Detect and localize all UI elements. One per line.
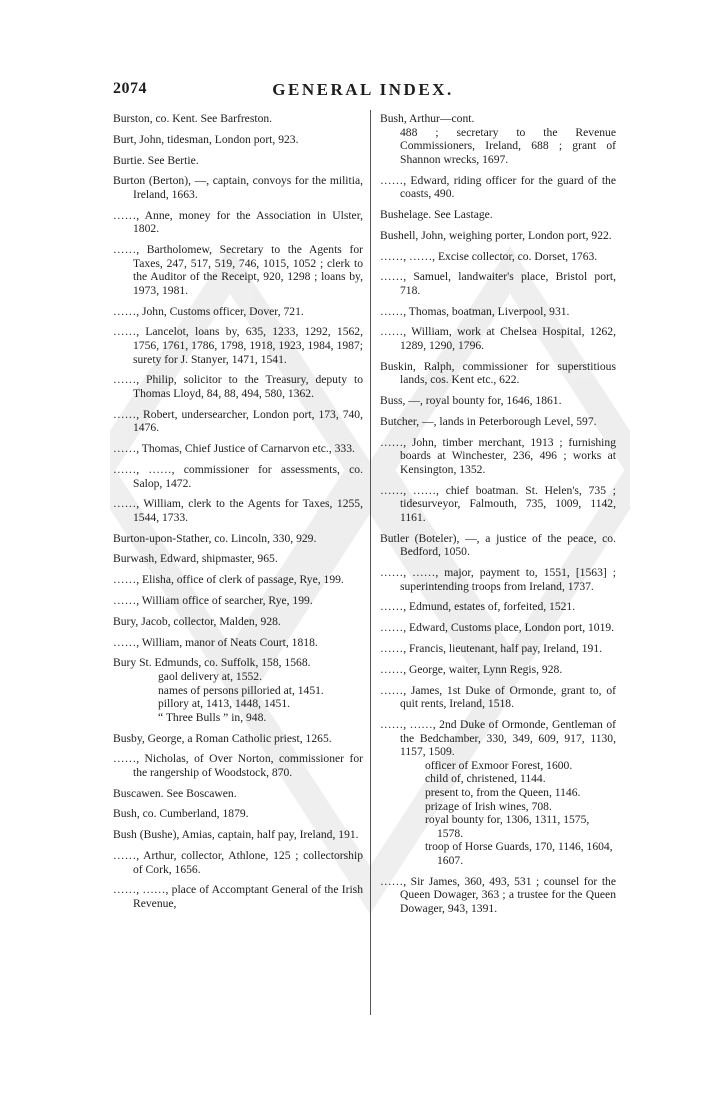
right-column [380, 112, 616, 915]
index-subentry: gaol delivery at, 1552. [158, 669, 262, 683]
index-entry: Burt, John, tidesman, London port, 923. [113, 132, 299, 146]
index-subentry: officer of Exmoor Forest, 1600. [425, 758, 573, 772]
index-entry: ……, Thomas, boatman, Liverpool, 931. [380, 304, 570, 318]
page-header [113, 80, 613, 104]
index-subentry: “ Three Bulls ” in, 948. [158, 710, 267, 724]
index-entry: ……, Edmund, estates of, forfeited, 1521. [380, 600, 576, 614]
index-entry: Bush, co. Cumberland, 1879. [113, 807, 249, 821]
index-entry: Bushelage. See Lastage. [380, 207, 493, 221]
index-entry: ……, ……, chief boatman. St. Helen's, 735 ; tidesurveyor, Falmouth, 735, 1009, 1142, 1161. [380, 483, 616, 524]
index-entry: ……, ……, 2nd Duke of Ormonde, Gentleman of the Bedchamber, 330, 349, 609, 917, 1130, 1157, 1509. [380, 717, 616, 759]
index-entry: ……, Thomas, Chief Justice of Carnarvon etc., 333. [113, 442, 355, 456]
index-entry: ……, Sir James, 360, 493, 531 ; counsel for the Queen Dowager, 363 ; a trustee for the Queen Dowager, 943, 1391. [380, 874, 616, 915]
index-entry: ……, William, manor of Neats Court, 1818. [113, 635, 318, 649]
index-entry: ……, William office of searcher, Rye, 199. [113, 594, 313, 608]
index-entry: Burton (Berton), —, captain, convoys for the militia, Ireland, 1663. [113, 174, 363, 201]
index-entry: Burston, co. Kent. See Barfreston. [113, 112, 273, 125]
index-entry: ……, William, clerk to the Agents for Taxes, 1255, 1544, 1733. [113, 497, 363, 524]
index-subentry: royal bounty for, 1306, 1311, 1575, 1578. [425, 813, 590, 840]
index-entry: ……, Arthur, collector, Athlone, 125 ; collectorship of Cork, 1656. [113, 849, 363, 876]
index-entry: Bushell, John, weighing porter, London port, 922. [380, 228, 612, 242]
index-entry: Bury St. Edmunds, co. Suffolk, 158, 1568. [113, 656, 311, 670]
index-entry: Butcher, —, lands in Peterborough Level, 597. [380, 414, 597, 428]
index-subentry: present to, from the Queen, 1146. [425, 785, 581, 799]
index-entry: ……, ……, place of Accomptant General of the Irish Revenue, [113, 883, 363, 910]
index-entry: ……, Elisha, office of clerk of passage, Rye, 199. [113, 573, 344, 587]
page-number: 2074 [113, 80, 147, 97]
index-entry: Buskin, Ralph, commissioner for superstitious lands, cos. Kent etc., 622. [380, 359, 616, 387]
column-divider [370, 110, 371, 1015]
index-entry: Bury, Jacob, collector, Malden, 928. [113, 614, 281, 628]
index-entry: ……, Anne, money for the Association in Ulster, 1802. [113, 208, 363, 236]
index-entry: ……, John, Customs officer, Dover, 721. [113, 304, 304, 318]
index-entry: Busby, George, a Roman Catholic priest, 1265. [113, 731, 332, 745]
index-entry: ……, Bartholomew, Secretary to the Agents for Taxes, 247, 517, 519, 746, 1015, 1052 ; clerk to the Auditor of the Receipt, 920, 1298 ; loans by, 1973, 1981. [113, 243, 363, 297]
running-title: GENERAL INDEX. [272, 80, 454, 99]
index-entry: Buscawen. See Boscawen. [113, 786, 237, 800]
index-subentry: names of persons pilloried at, 1451. [158, 683, 324, 697]
index-entry: Burton-upon-Stather, co. Lincoln, 330, 929. [113, 531, 317, 545]
index-entry: ……, Francis, lieutenant, half pay, Ireland, 191. [380, 642, 603, 655]
index-entry: Bush (Bushe), Amias, captain, half pay, Ireland, 191. [113, 828, 359, 842]
index-entry: ……, Edward, Customs place, London port, 1019. [380, 621, 615, 635]
index-subentry: troop of Horse Guards, 170, 1146, 1604, 1607. [425, 840, 613, 867]
index-entry: ……, Nicholas, of Over Norton, commissioner for the rangership of Woodstock, 870. [113, 752, 363, 779]
index-entry: ……, Robert, undersearcher, London port, 173, 740, 1476. [113, 407, 363, 435]
index-entry: ……, ……, Excise collector, co. Dorset, 1763. [380, 249, 598, 263]
index-entry: ……, ……, major, payment to, 1551, [1563] ; superintending troops from Ireland, 1737. [380, 566, 616, 593]
index-subentry: child of, christened, 1144. [425, 772, 546, 786]
index-entry: Butler (Boteler), —, a justice of the peace, co. Bedford, 1050. [380, 531, 616, 559]
index-entry: ……, ……, commissioner for assessments, co. Salop, 1472. [113, 462, 363, 490]
index-entry: ……, James, 1st Duke of Ormonde, grant to, of quit rents, Ireland, 1518. [380, 683, 616, 711]
index-entry: ……, Philip, solicitor to the Treasury, deputy to Thomas Lloyd, 84, 88, 494, 580, 1362. [113, 373, 363, 400]
index-entry: ……, Samuel, landwaiter's place, Bristol port, 718. [380, 270, 616, 297]
index-entry: ……, William, work at Chelsea Hospital, 1262, 1289, 1290, 1796. [380, 325, 616, 353]
index-entry: Burwash, Edward, shipmaster, 965. [113, 552, 278, 566]
index-entry: ……, Lancelot, loans by, 635, 1233, 1292, 1562, 1756, 1761, 1786, 1798, 1918, 1923, 1984, 1987; surety for J. Stanyer, 1471, 1541. [113, 325, 363, 366]
continued-heading: Bush, Arthur—cont. [380, 112, 475, 125]
index-entry: Buss, —, royal bounty for, 1646, 1861. [380, 394, 562, 408]
index-subentry: prizage of Irish wines, 708. [425, 799, 552, 813]
index-entry: Burtie. See Bertie. [113, 153, 199, 167]
index-entry: ……, John, timber merchant, 1913 ; furnishing boards at Winchester, 236, 496 ; works at Kensington, 1352. [380, 435, 616, 476]
index-entry: ……, Edward, riding officer for the guard of the coasts, 490. [380, 173, 616, 201]
index-subentry: pillory at, 1413, 1448, 1451. [158, 697, 291, 711]
index-entry: ……, George, waiter, Lynn Regis, 928. [380, 662, 563, 676]
left-column [113, 112, 363, 911]
continued-entry: 488 ; secretary to the Revenue Commissioners, Ireland, 688 ; grant of Shannon wrecks, 1697. [400, 125, 616, 166]
